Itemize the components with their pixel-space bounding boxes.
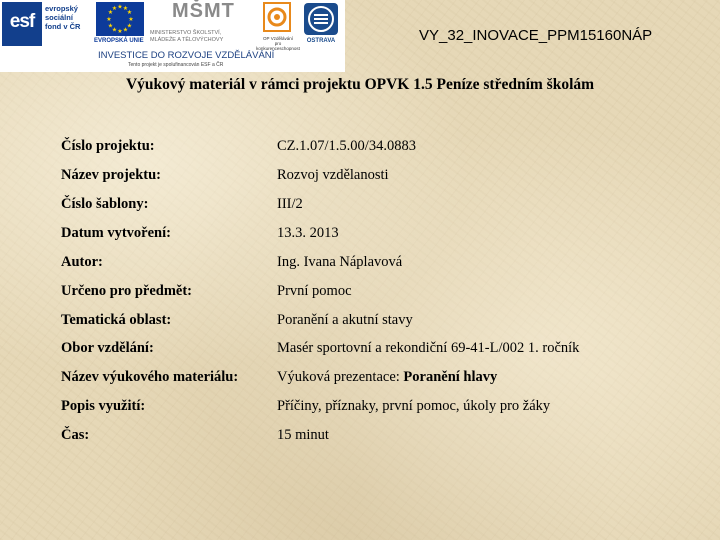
svg-text:★: ★ (107, 9, 114, 16)
esf-text-line: sociální (45, 13, 73, 22)
row-value-bold: Poranění hlavy (403, 369, 498, 385)
row-value: 15 minut (277, 427, 329, 443)
svg-text:★: ★ (126, 22, 133, 30)
row-value-text: Výuková prezentace: (277, 369, 404, 385)
row-value: 13.3. 2013 (277, 225, 339, 241)
row-label: Čas: (61, 427, 90, 443)
row-value: Příčiny, příznaky, první pomoc, úkoly pro žáky (277, 398, 551, 414)
material-code: VY_32_INOVACE_PPM15160NÁP (419, 27, 653, 44)
svg-text:★: ★ (128, 16, 134, 23)
row-value: První pomoc (277, 283, 352, 299)
row-label: Popis využití: (61, 398, 146, 414)
row-value: Ing. Ivana Náplavová (277, 254, 403, 270)
invest-slogan: INVESTICE DO ROZVOJE VZDĚLÁVÁNÍ (98, 50, 275, 61)
row-value: CZ.1.07/1.5.00/34.0883 (277, 138, 416, 154)
esf-text-line: evropský (45, 4, 78, 13)
svg-text:★: ★ (122, 5, 129, 12)
row-label: Autor: (61, 254, 103, 270)
svg-text:★: ★ (122, 26, 129, 34)
ostrava-label: OSTRAVA (306, 38, 336, 44)
eu-label: EVROPSKÁ UNIE (94, 38, 144, 44)
row-label: Tematická oblast: (61, 312, 172, 328)
row-value: Rozvoj vzdělanosti (277, 167, 389, 183)
esf-letters: esf (9, 11, 35, 32)
row-value: Masér sportovní a rekondiční 69-41-L/002 1. ročník (277, 340, 580, 356)
svg-text:★: ★ (107, 22, 114, 30)
op-label-line: OP Vzdělávání (263, 36, 293, 41)
svg-text:★: ★ (111, 26, 118, 34)
msmt-label-line: MINISTERSTVO ŠKOLSTVÍ, (150, 30, 222, 36)
row-label: Číslo šablony: (61, 196, 149, 212)
row-label: Datum vytvoření: (61, 225, 171, 241)
page-title: Výukový materiál v rámci projektu OPVK 1.5 Peníze středním školám (125, 76, 595, 93)
row-value: III/2 (277, 196, 303, 212)
msmt-mark: MŠMT (172, 0, 235, 22)
row-label: Určeno pro předmět: (61, 283, 193, 299)
svg-text:★: ★ (106, 16, 112, 23)
row-label: Název výukového materiálu: (61, 369, 239, 385)
msmt-label-line: MLÁDEŽE A TĚLOVÝCHOVY (150, 37, 224, 43)
esf-text-line: fond v ČR (45, 22, 81, 31)
svg-text:★: ★ (117, 28, 123, 35)
row-value (277, 369, 497, 386)
invest-subtext: Tento projekt je spolufinancován ESF a ČR (128, 62, 224, 68)
svg-text:★: ★ (126, 9, 133, 16)
op-label-line: pro konkurenceschopnost (256, 41, 300, 51)
svg-text:★: ★ (117, 3, 123, 11)
svg-text:★: ★ (111, 5, 118, 12)
row-value: Poranění a akutní stavy (277, 312, 413, 328)
row-label: Číslo projektu: (61, 138, 155, 154)
row-label: Název projektu: (61, 167, 162, 183)
row-label: Obor vzdělání: (61, 340, 154, 356)
